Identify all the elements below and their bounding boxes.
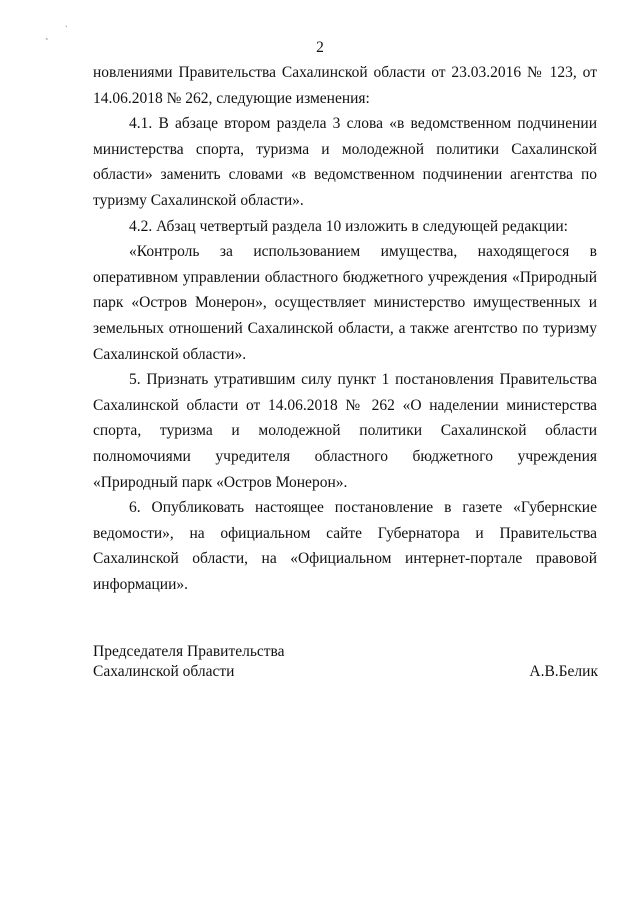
paragraph-continuation: новлениями Правительства Сахалинской области от 23.03.2016 № 123, от 14.06.2018 № 262, следующие изменения: (93, 64, 597, 107)
signatory-title-line2: Сахалинской области (93, 663, 235, 680)
paragraph-4-1: 4.1. В абзаце втором раздела 3 слова «в ведомственном подчинении министерства спорта, туризма и молодежной политики Сахалинской области» заменить словами «в ведомственном подчинении агентства по туризму Сахалинской области». (93, 115, 597, 209)
page-number: 2 (316, 39, 324, 56)
paragraph-5: 5. Признать утратившим силу пункт 1 постановления Правительства Сахалинской области от 14.06.2018 № 262 «О наделении министерства спорта, туризма и молодежной политики Сахалинской области полномочиями учредителя областного бюджетного учреждения «Природный парк «Остров Монерон». (93, 371, 597, 491)
paragraph-4-2: 4.2. Абзац четвертый раздела 10 изложить в следующей редакции: (129, 217, 568, 235)
scan-mark-right: ˎ (65, 18, 68, 27)
signature-block (93, 642, 598, 682)
document-body (93, 60, 597, 597)
paragraph-quoted-text: «Контроль за использованием имущества, находящегося в оперативном управлении областного бюджетного учреждения «Природный парк «Остров Монерон», осуществляет министерство имущественных и земельных отношений Сахалинской области, а также агентство по туризму Сахалинской области». (93, 243, 597, 363)
signature-row (93, 662, 598, 682)
signatory-title-line1: Председателя Правительства (93, 643, 285, 660)
paragraph-6: 6. Опубликовать настоящее постановление в газете «Губернские ведомости», на официальном сайте Губернатора и Правительства Сахалинской области, на «Официальном интернет-портале правовой информации». (93, 499, 597, 593)
scan-mark-left: ˎ (39, 28, 50, 42)
signatory-name: А.В.Белик (529, 663, 598, 680)
